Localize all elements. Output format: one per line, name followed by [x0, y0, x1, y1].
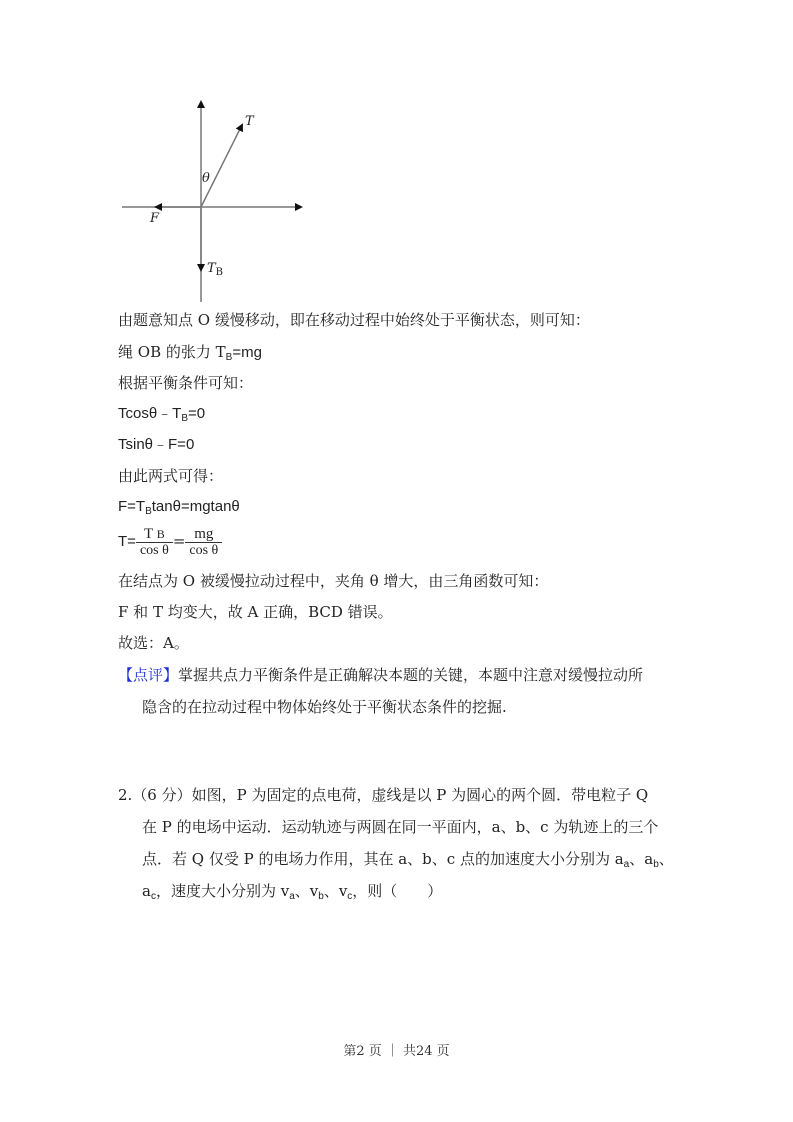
text: tanθ=mgtanθ — [151, 498, 240, 515]
text: ，速度大小分别为 v — [155, 882, 290, 900]
text: 、a — [629, 850, 654, 868]
label-t: T — [245, 114, 254, 129]
fraction-2 — [185, 526, 222, 559]
numerator: T — [144, 525, 153, 542]
subscript: B — [145, 506, 152, 517]
equals-sign: = — [172, 532, 186, 550]
text: =mg — [232, 344, 262, 361]
label-f: F — [150, 211, 160, 226]
equation-3 — [118, 497, 240, 522]
subscript: a — [623, 859, 630, 870]
subscript: B — [225, 352, 233, 363]
subscript: b — [653, 859, 659, 870]
fraction-1 — [136, 526, 173, 559]
question-2-line-2: 在 P 的电场中运动．运动轨迹与两圆在同一平面内，a、b、c 为轨迹上的三个 — [142, 818, 659, 836]
solution-line-7: 故选：A。 — [118, 634, 189, 652]
denominator: cos θ — [139, 542, 169, 558]
text: 绳 OB 的张力 T — [118, 343, 226, 361]
comment-tag: 【点评】 — [118, 666, 179, 684]
solution-line-5: 在结点为 O 被缓慢拉动过程中，夹角 θ 增大，由三角函数可知： — [118, 572, 549, 590]
equation-2: Tsinθ﹣F=0 — [118, 436, 195, 453]
equation-lhs: T= — [118, 533, 136, 550]
text: 、v — [294, 882, 319, 900]
page-footer: 第2 页 ｜ 共24 页 — [343, 1044, 450, 1059]
equation-1 — [118, 404, 205, 429]
solution-line-4: 由此两式可得： — [118, 467, 224, 485]
subscript: c — [347, 891, 353, 902]
text: 、v — [323, 882, 348, 900]
text: 点．若 Q 仅受 P 的电场力作用，其在 a、b、c 点的加速度大小分别为 a — [142, 850, 624, 868]
question-2-line-1: 2.（6 分）如图，P 为固定的点电荷，虚线是以 P 为圆心的两个圆．带电粒子 Q — [118, 786, 649, 804]
denominator: cos θ — [189, 542, 219, 558]
question-2-line-4 — [142, 881, 442, 907]
subscript: c — [150, 891, 156, 902]
question-2-line-3 — [142, 849, 674, 875]
subscript: a — [289, 891, 295, 902]
solution-line-2 — [118, 342, 262, 368]
comment-line-1 — [118, 665, 643, 685]
force-diagram — [110, 90, 310, 305]
numerator: mg — [185, 526, 222, 543]
label-theta: θ — [202, 171, 210, 186]
text: a — [142, 882, 151, 900]
text: Tcosθ﹣T — [118, 405, 182, 422]
text: =0 — [188, 405, 206, 422]
label-tb: $T_B$ — [207, 261, 224, 278]
t-force-arrow — [201, 125, 242, 207]
text: 、 — [658, 850, 674, 868]
subscript: B — [181, 413, 189, 424]
solution-line-1: 由题意知点 O 缓慢移动，即在移动过程中始终处于平衡状态，则可知： — [118, 311, 590, 329]
subscript: B — [156, 526, 165, 541]
solution-line-3: 根据平衡条件可知： — [118, 374, 254, 392]
text: 掌握共点力平衡条件是正确解决本题的关键，本题中注意对缓慢拉动所 — [178, 666, 644, 684]
subscript: b — [318, 891, 324, 902]
comment-line-2: 隐含的在拉动过程中物体始终处于平衡状态条件的挖掘. — [142, 698, 507, 716]
text: ，则（ ） — [352, 882, 443, 900]
solution-line-6: F 和 T 均变大，故 A 正确，BCD 错误。 — [118, 603, 393, 621]
equation-4 — [118, 524, 222, 559]
text: F=T — [118, 498, 146, 515]
